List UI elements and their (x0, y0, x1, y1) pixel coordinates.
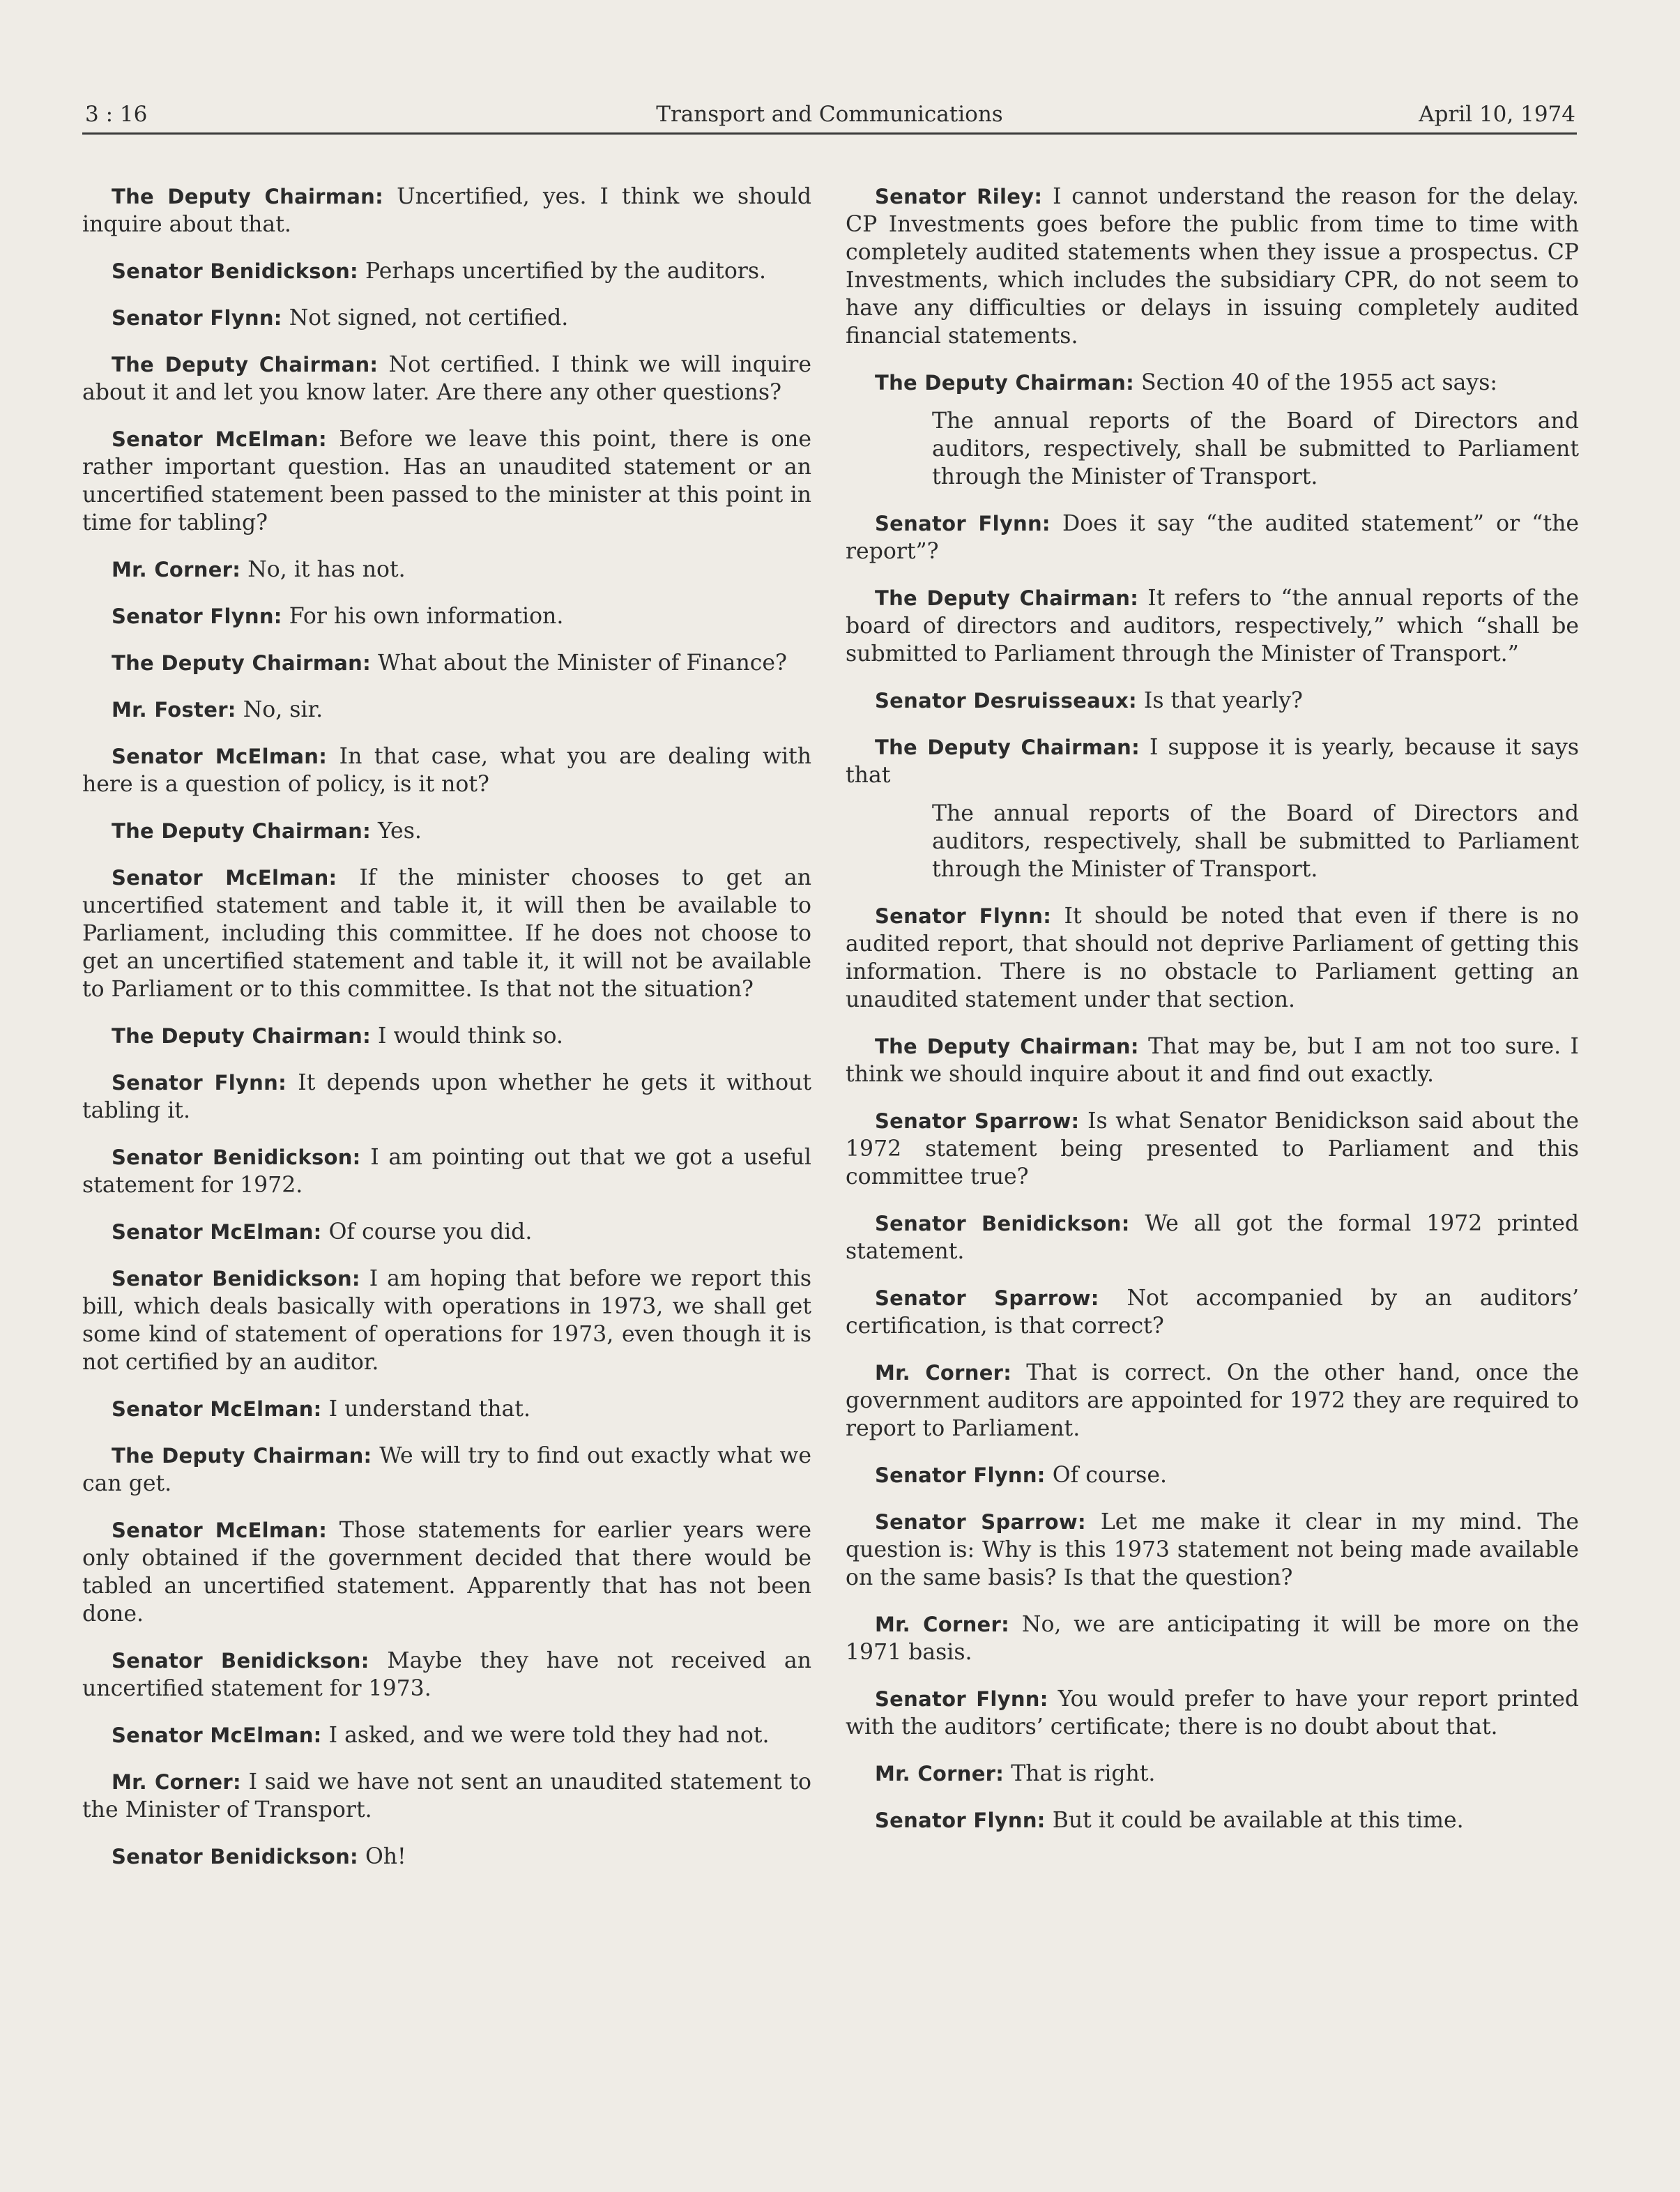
speaker-name: The Deputy Chairman: (112, 353, 379, 376)
speaker-name: Senator Sparrow: (875, 1286, 1099, 1310)
speech-text: It refers to “the annual reports of the board of directors and auditors, respectively,” which “shall be submitted to Parliament through the Minister of Transport.” (846, 586, 1579, 667)
speech-text: No, it has not. (247, 557, 406, 582)
speech-text: It should be noted that even if there is no audited report, that should not deprive Parliament of getting this information. There is no obstacle to Parliament getting an unaudited statement under that section. (846, 904, 1580, 1012)
publication-title: Transport and Communications (656, 102, 1003, 127)
speech-text: What about the Minister of Finance? (378, 650, 787, 676)
transcript-paragraph (82, 556, 811, 584)
transcript-paragraph (82, 1265, 811, 1376)
speaker-name: Senator Benidickson: (112, 1146, 361, 1169)
speech-text: In that case, what you are dealing with here is a question of policy, is it not? (82, 744, 811, 797)
transcript-paragraph (846, 1107, 1579, 1191)
speaker-name: The Deputy Chairman: (875, 586, 1139, 610)
transcript-paragraph (846, 1210, 1579, 1265)
speech-text: Is that yearly? (1143, 688, 1303, 713)
transcript-paragraph (82, 1395, 811, 1423)
speaker-name: Senator Flynn: (875, 1463, 1046, 1487)
speaker-name: Senator Flynn: (875, 1809, 1046, 1832)
speech-text: It depends upon whether he gets it without tabling it. (82, 1070, 811, 1123)
right-column (846, 183, 1579, 1853)
transcript-paragraph (846, 584, 1579, 668)
speaker-name: Senator Benidickson: (112, 1649, 369, 1673)
speaker-name: Senator Riley: (875, 185, 1043, 208)
speaker-name: Senator Sparrow: (875, 1510, 1086, 1534)
transcript-paragraph (846, 1359, 1579, 1443)
speaker-name: Senator Benidickson: (112, 1267, 360, 1291)
speaker-name: Senator Benidickson: (112, 1845, 358, 1868)
speaker-name: Senator McElman: (112, 1519, 328, 1542)
speech-text: I understand that. (328, 1396, 530, 1422)
transcript-paragraph (846, 1611, 1579, 1666)
speaker-name: Senator Sparrow: (875, 1109, 1080, 1133)
transcript-paragraph (82, 1516, 811, 1628)
speech-text: Uncertified, yes. I think we should inquire about that. (82, 184, 811, 237)
transcript-paragraph (82, 696, 811, 724)
speech-text: Not certified. I think we will inquire about it and let you know later. Are there any other questions? (82, 352, 811, 405)
speech-text: I am hoping that before we report this bill, which deals basically with operations in 1973, we shall get some kind of statement of operations for 1973, even though it is not certified by an auditor. (82, 1266, 811, 1375)
speech-text: No, sir. (243, 697, 323, 722)
quoted-statute: The annual reports of the Board of Directors and auditors, respectively, shall be submitted to Parliament through the Minister of Transport. (932, 409, 1579, 489)
speaker-name: Mr. Corner: (112, 1770, 241, 1794)
header-date: April 10, 1974 (1419, 102, 1575, 127)
speech-text: Maybe they have not received an uncertified statement for 1973. (82, 1648, 811, 1701)
speech-text: Perhaps uncertified by the auditors. (365, 259, 767, 284)
speech-text: I cannot understand the reason for the delay. CP Investments goes before the public from time to time with completely audited statements when they issue a prospectus. CP Investments, which includes the subsidiary CPR, do not seem to have any difficulties or delays in issuing completely audited financial statements. (846, 184, 1579, 349)
speaker-name: Senator McElman: (112, 1723, 322, 1747)
speaker-name: Mr. Corner: (875, 1762, 1005, 1786)
speech-text: That is right. (1011, 1761, 1156, 1786)
speech-text: No, we are anticipating it will be more on the 1971 basis. (846, 1612, 1580, 1665)
transcript-paragraph (82, 425, 811, 537)
transcript-paragraph (846, 1461, 1579, 1489)
speaker-name: Mr. Corner: (112, 558, 241, 581)
transcript-paragraph (82, 183, 811, 238)
transcript-paragraph (82, 1442, 811, 1498)
speaker-name: Mr. Corner: (875, 1613, 1010, 1636)
transcript-paragraph (82, 649, 811, 677)
speech-text: Section 40 of the 1955 act says: (1141, 370, 1497, 395)
speaker-name: Senator McElman: (112, 427, 327, 451)
speaker-name: The Deputy Chairman: (112, 1444, 372, 1468)
transcript-paragraph (82, 1143, 811, 1199)
speaker-name: The Deputy Chairman: (875, 371, 1134, 395)
speech-text: I would think so. (378, 1023, 563, 1049)
speaker-name: The Deputy Chairman: (112, 1024, 371, 1048)
speech-text: Of course. (1052, 1463, 1167, 1488)
transcript-paragraph (846, 183, 1579, 350)
speech-text: I suppose it is yearly, because it says that (846, 735, 1579, 788)
transcript-paragraph (846, 1284, 1579, 1340)
transcript-paragraph (82, 1022, 811, 1050)
transcript-paragraph (82, 1768, 811, 1824)
transcript-paragraph (82, 1843, 811, 1871)
speech-text: That may be, but I am not too sure. I think we should inquire about it and find out exactly. (846, 1034, 1579, 1087)
transcript-paragraph (846, 1806, 1579, 1834)
speech-text: Oh! (365, 1844, 406, 1869)
speech-text: Those statements for earlier years were only obtained if the government decided that there would be tabled an uncertified statement. Apparently that has not been done. (82, 1518, 811, 1627)
transcript-paragraph (846, 1685, 1579, 1741)
speaker-name: Senator Desruisseaux: (875, 689, 1137, 713)
speech-text: Not accompanied by an auditors’ certification, is that correct? (846, 1286, 1579, 1339)
transcript-paragraph (846, 510, 1579, 565)
speech-text: For his own information. (289, 604, 564, 629)
transcript-paragraph (846, 1033, 1579, 1088)
transcript-paragraph (82, 817, 811, 845)
transcript-paragraph (846, 733, 1579, 789)
quoted-statute: The annual reports of the Board of Directors and auditors, respectively, shall be submitted to Parliament through the Minister of Transport. (932, 801, 1579, 882)
speaker-name: Senator McElman: (112, 866, 337, 890)
speaker-name: Mr. Corner: (875, 1361, 1012, 1385)
speaker-name: Mr. Foster: (112, 698, 236, 722)
speech-text: I asked, and we were told they had not. (328, 1723, 770, 1748)
transcript-paragraph (82, 1721, 811, 1749)
transcript-paragraph (846, 1760, 1579, 1788)
speech-text: You would prefer to have your report printed with the auditors’ certificate; there is no doubt about that. (846, 1687, 1580, 1740)
speech-text: Of course you did. (328, 1219, 533, 1245)
transcript-paragraph (846, 902, 1579, 1014)
speech-text: Does it say “the audited statement” or “the report”? (846, 511, 1579, 564)
transcript-paragraph (82, 1218, 811, 1246)
speaker-name: Senator McElman: (112, 745, 328, 768)
speaker-name: Senator Flynn: (112, 306, 282, 330)
speech-text: We will try to find out exactly what we can get. (82, 1443, 811, 1496)
speech-text: Before we leave this point, there is one rather important question. Has an unaudited statement or an uncertified statement been passed to the minister at this point in time for tabling? (82, 427, 811, 535)
transcript-paragraph (82, 602, 811, 630)
transcript-paragraph (846, 687, 1579, 715)
left-column (82, 183, 811, 1889)
speaker-name: Senator Benidickson: (112, 259, 358, 283)
speaker-name: Senator Benidickson: (875, 1212, 1130, 1235)
transcript-paragraph (82, 1069, 811, 1125)
transcript-paragraph (82, 257, 811, 285)
speech-text: Not signed, not certified. (289, 305, 569, 330)
speaker-name: Senator Flynn: (112, 604, 282, 628)
speaker-name: Senator McElman: (112, 1220, 322, 1244)
speaker-name: Senator McElman: (112, 1397, 322, 1421)
running-header (82, 99, 1577, 135)
speaker-name: The Deputy Chairman: (875, 1035, 1139, 1058)
speech-text: Is what Senator Benidickson said about the 1972 statement being presented to Parliament and this committee true? (846, 1109, 1580, 1189)
transcript-paragraph (82, 304, 811, 332)
speech-text: If the minister chooses to get an uncertified statement and table it, it will then be available to Parliament, including this committee. If he does not choose to get an uncertified statement and table it, it will not be available to Parliament or to this committee. Is that not the situation? (82, 865, 811, 1002)
speaker-name: Senator Flynn: (112, 1071, 287, 1095)
transcript-paragraph (82, 1647, 811, 1703)
speaker-name: The Deputy Chairman: (112, 651, 371, 675)
speaker-name: The Deputy Chairman: (112, 819, 371, 843)
speech-text: Let me make it clear in my mind. The question is: Why is this 1973 statement not being made available on the same basis? Is that the question? (846, 1509, 1580, 1590)
transcript-paragraph (82, 743, 811, 798)
transcript-paragraph (82, 864, 811, 1003)
speech-text: We all got the formal 1972 printed statement. (846, 1211, 1580, 1264)
transcript-paragraph (846, 1508, 1579, 1592)
speaker-name: Senator Flynn: (875, 904, 1052, 928)
transcript-paragraph (846, 369, 1579, 397)
speech-text: I said we have not sent an unaudited statement to the Minister of Transport. (82, 1769, 811, 1822)
speaker-name: Senator Flynn: (875, 1687, 1048, 1711)
speaker-name: Senator Flynn: (875, 512, 1051, 535)
speech-text: Yes. (378, 819, 422, 844)
speech-text: But it could be available at this time. (1052, 1808, 1464, 1833)
transcript-paragraph (82, 351, 811, 406)
page-number: 3 : 16 (85, 102, 148, 127)
speaker-name: The Deputy Chairman: (875, 736, 1140, 759)
speech-text: That is correct. On the other hand, once the government auditors are appointed for 1972 they are required to report to Parliament. (846, 1360, 1579, 1441)
speech-text: I am pointing out that we got a useful statement for 1972. (82, 1145, 812, 1198)
speaker-name: The Deputy Chairman: (112, 185, 384, 208)
